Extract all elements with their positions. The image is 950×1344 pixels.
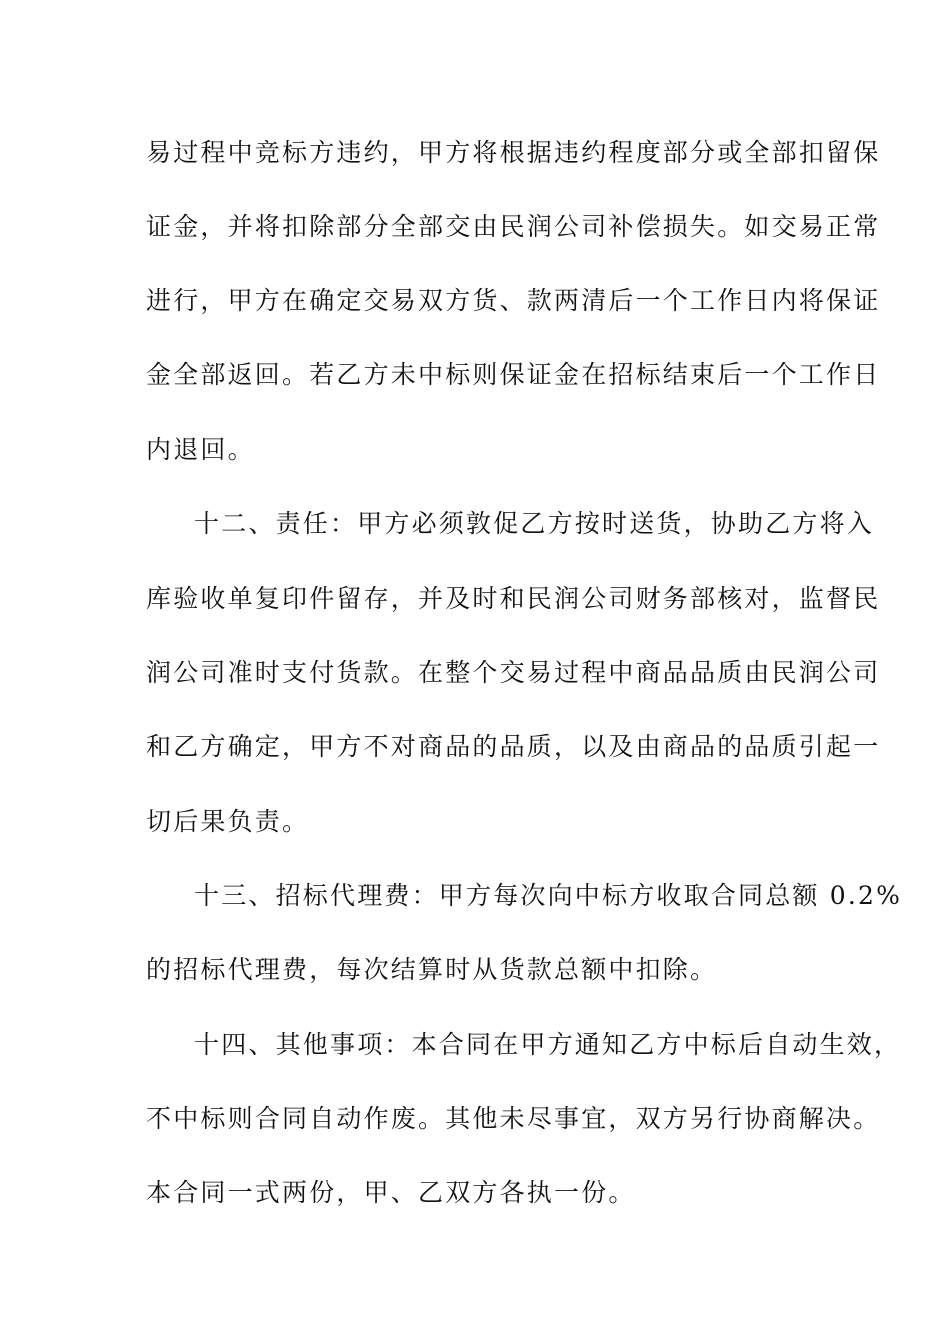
text-line: 库验收单复印件留存，并及时和民润公司财务部核对，监督民	[146, 584, 881, 613]
text-line: 金全部返回。若乙方未中标则保证金在招标结束后一个工作日	[146, 360, 881, 389]
text-line: 和乙方确定，甲方不对商品的品质，以及由商品的品质引起一	[146, 732, 881, 761]
text-line: 本合同一式两份，甲、乙双方各执一份。	[146, 1178, 636, 1207]
text-line: 进行，甲方在确定交易双方货、款两清后一个工作日内将保证	[146, 286, 881, 315]
text-line: 证金，并将扣除部分全部交由民润公司补偿损失。如交易正常	[146, 212, 881, 241]
text-line: 易过程中竞标方违约，甲方将根据违约程度部分或全部扣留保	[146, 138, 881, 167]
text-line: 润公司准时支付货款。在整个交易过程中商品品质由民润公司	[146, 658, 881, 687]
section-13-heading-line: 十三、招标代理费：甲方每次向中标方收取合同总额 0.2%	[194, 881, 903, 910]
text-line: 不中标则合同自动作废。其他未尽事宜，双方另行协商解决。	[146, 1104, 881, 1133]
text-line: 内退回。	[146, 435, 255, 464]
section-12-heading-line: 十二、责任：甲方必须敦促乙方按时送货，协助乙方将入	[194, 509, 875, 538]
text-line: 的招标代理费，每次结算时从货款总额中扣除。	[146, 955, 718, 984]
section-14-heading-line: 十四、其他事项：本合同在甲方通知乙方中标后自动生效，	[194, 1030, 902, 1059]
text-line: 切后果负责。	[146, 807, 310, 836]
